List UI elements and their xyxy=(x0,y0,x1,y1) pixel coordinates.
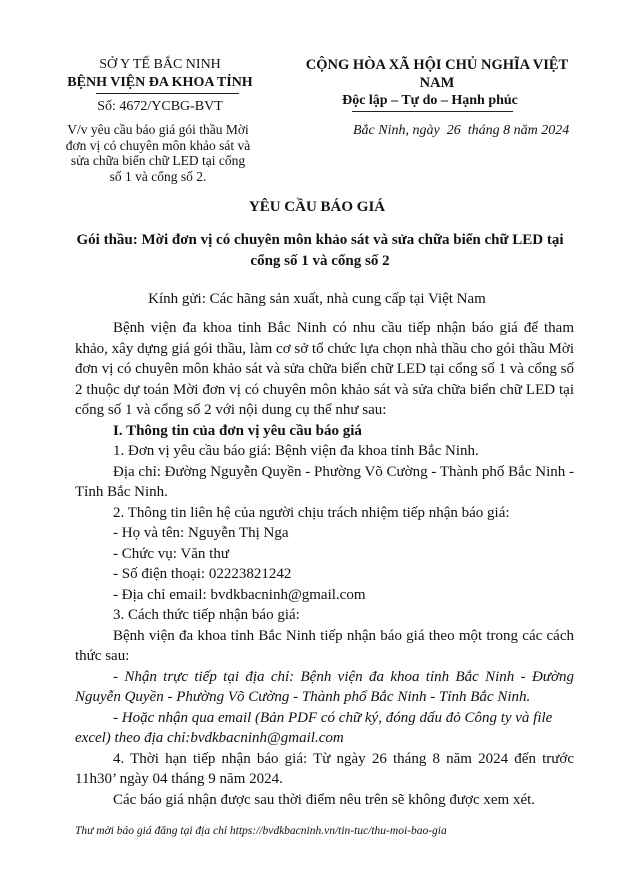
document-title: YÊU CẦU BÁO GIÁ xyxy=(248,199,386,215)
method-heading: 3. Cách thức tiếp nhận báo giá: xyxy=(113,607,300,623)
contact-heading: 2. Thông tin liên hệ của người chịu trách nhiệm tiếp nhận báo giá: xyxy=(113,504,510,521)
national-header xyxy=(280,56,580,112)
deadline: 4. Thời hạn tiếp nhận báo giá: Từ ngày 26 tháng 8 năm 2024 đến trước 11h30’ ngày 04 tháng 9 năm 2024. xyxy=(75,750,574,787)
document-number: Số: 4672/YCBG-BVT xyxy=(97,99,223,114)
place-date: Bắc Ninh, ngày 26 tháng 8 năm 2024 xyxy=(353,123,570,138)
greeting: Kính gửi: Các hãng sản xuất, nhà cung cấp tại Việt Nam xyxy=(148,291,486,307)
intro-paragraph: Bệnh viện đa khoa tỉnh Bắc Ninh có nhu cầu tiếp nhận báo giá để tham khảo, xây dựng giá gói thầu, làm cơ sở tổ chức lựa chọn nhà thầu cho gói thầu Mời đơn vị có chuyên môn khảo sát và sửa chữa biển chữ LED tại cổng số 1 và cổng số 2 thuộc dự toán Mời đơn vị có chuyên môn khảo sát và sửa chữa biển chữ LED tại cổng số 1 và cổng số 2 với nội dung cụ thể như sau: xyxy=(75,320,574,418)
document-subject: V/v yêu cầu báo giá gói thầu Mời đơn vị có chuyên môn khảo sát và sửa chữa biển chữ LED tại cổng số 1 và cổng số 2. xyxy=(65,122,251,184)
method-description: Bệnh viện đa khoa tỉnh Bắc Ninh tiếp nhận báo giá theo một trong các cách thức sau: xyxy=(75,627,574,664)
address: Địa chỉ: Đường Nguyễn Quyền - Phường Võ Cường - Thành phố Bắc Ninh - Tỉnh Bắc Ninh. xyxy=(75,463,574,500)
header-underline xyxy=(96,93,239,94)
issuer-header xyxy=(60,56,260,184)
department-name: SỞ Y TẾ BẮC NINH xyxy=(99,57,221,72)
contact-phone: - Số điện thoại: 02223821242 xyxy=(113,566,292,582)
late-note: Các báo giá nhận được sau thời điểm nêu trên sẽ không được xem xét. xyxy=(113,791,536,808)
method-in-person: - Nhận trực tiếp tại địa chỉ: Bệnh viện đa khoa tỉnh Bắc Ninh - Đường Nguyễn Quyền - Phường Võ Cường - Thành phố Bắc Ninh - Tỉnh Bắc Ninh. xyxy=(75,668,574,705)
national-motto: Độc lập – Tự do – Hạnh phúc xyxy=(342,93,518,108)
section-heading: I. Thông tin của đơn vị yêu cầu báo giá xyxy=(113,422,362,439)
method-email: - Hoặc nhận qua email (Bản PDF có chữ ký, đóng dấu đỏ Công ty và file excel) theo địa chỉ:bvdkbacninh@gmail.com xyxy=(75,709,553,746)
country-name: CỘNG HÒA XÃ HỘI CHỦ NGHĨA VIỆT NAM xyxy=(305,57,569,91)
contact-name: - Họ và tên: Nguyễn Thị Nga xyxy=(113,525,289,541)
requesting-unit: 1. Đơn vị yêu cầu báo giá: Bệnh viện đa khoa tỉnh Bắc Ninh. xyxy=(113,443,479,459)
document-subtitle: Gói thầu: Mời đơn vị có chuyên môn khảo sát và sửa chữa biển chữ LED tại cổng số 1 và cổng số 2 xyxy=(76,232,564,269)
footer-link-note: Thư mời báo giá đăng tại địa chỉ https://bvdkbacninh.vn/tin-tuc/thu-moi-bao-gia xyxy=(75,825,447,837)
hospital-name: BỆNH VIỆN ĐA KHOA TỈNH xyxy=(67,75,253,90)
contact-position: - Chức vụ: Văn thư xyxy=(113,545,229,562)
document-body xyxy=(75,318,574,810)
motto-underline xyxy=(352,111,513,112)
contact-email: - Địa chỉ email: bvdkbacninh@gmail.com xyxy=(113,586,366,603)
